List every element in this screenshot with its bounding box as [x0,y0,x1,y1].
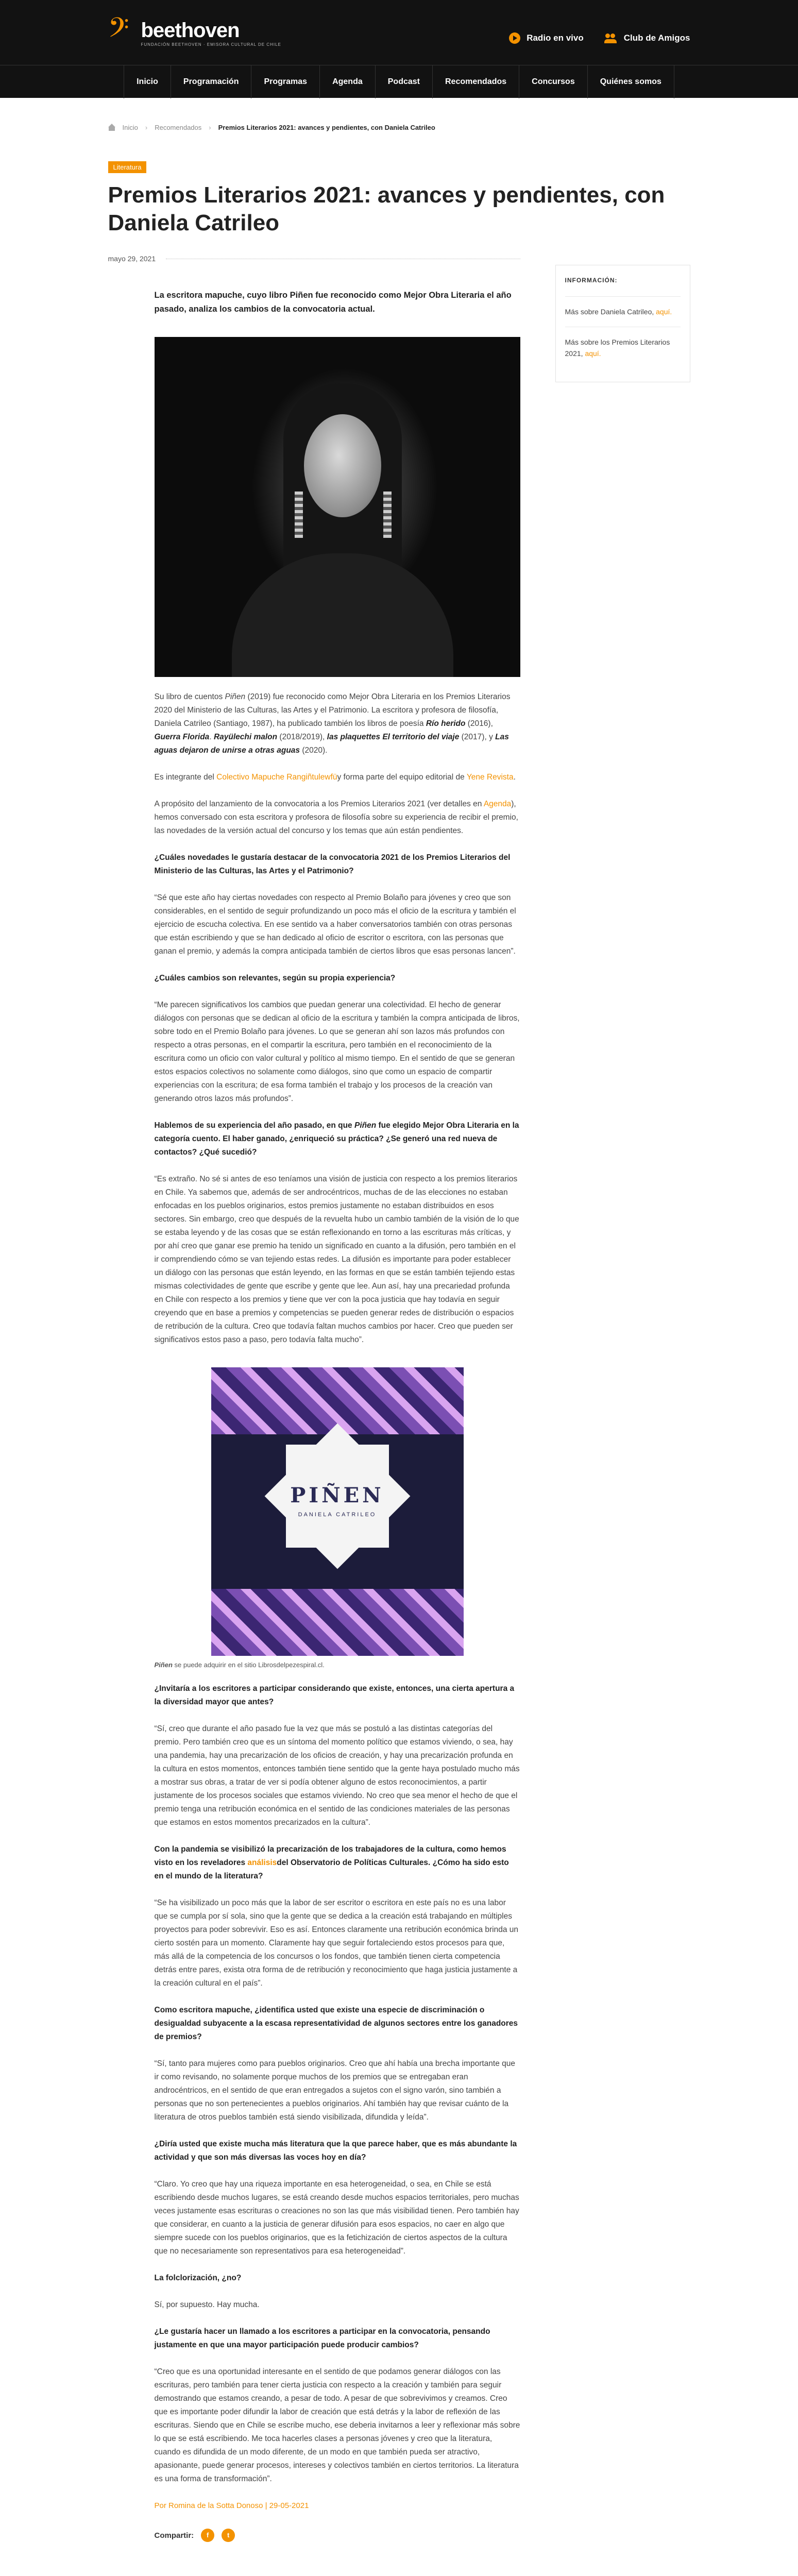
radio-live-label: Radio en vivo [527,33,584,43]
yene-revista-link[interactable]: Yene Revista [466,773,514,782]
book-title: Río herido [426,719,466,728]
book-title: Piñen [225,692,246,701]
breadcrumb [108,124,690,152]
earring-left [295,492,303,538]
main-nav [0,65,798,98]
answer: Sí, por supuesto. Hay mucha. [154,2300,260,2309]
nav-item-programas[interactable]: Programas [251,65,319,98]
text-fragment: Con la pandemia se visibilizó la precarización de los trabajadores de la cultura, como hemos visto en los reveladores [154,1845,506,1867]
twitter-icon[interactable]: t [222,2529,235,2542]
question: ¿Cuáles novedades le gustaría destacar de la convocatoria 2021 de los Premios Literarios del Ministerio de las Culturas, las Artes y el Patrimonio? [154,853,511,875]
text-fragment: . [209,733,214,741]
book-title: Piñen [354,1121,377,1130]
nav-item-inicio[interactable]: Inicio [124,65,171,98]
site-logo[interactable] [108,12,281,50]
question: ¿Diría usted que existe mucha más literatura que la que parece haber, que es más abundante la actividad y que son más diversas las voces hoy en día? [154,2140,517,2162]
byline[interactable]: Por Romina de la Sotta Donoso | 29-05-2021 [154,2501,309,2510]
answer: “Sé que este año hay ciertas novedades con respecto al Premio Bolaño para jóvenes y creo que son considerables, en el sentido de seguir profundizando un poco más el oficio de la escritura y también el ejercicio de escucha colectiva. En ese sentido va a haber conversatorios también con otras personas que están escribiendo y que se han dedicado al oficio de escritor o escritora, con las personas que ganan el premio, y además la compra anticipada también de ciertos libros que esas personas lancen”. [154,893,516,956]
text-fragment: Su libro de cuentos [154,692,225,701]
article-body [108,289,520,2563]
book-title: las plaquettes El territorio del viaje [327,733,460,741]
collective-link[interactable]: Colectivo Mapuche Rangiñtulewfü [216,773,337,782]
question: La folclorización, ¿no? [154,2274,242,2282]
category-tag[interactable]: Literatura [108,161,147,173]
logo-subtitle: FUNDACIÓN BEETHOVEN · EMISORA CULTURAL DE CHILE [141,42,281,47]
friends-club-link[interactable] [604,32,690,44]
breadcrumb-separator: › [145,124,148,131]
book-cover-image [211,1367,464,1656]
radio-live-link[interactable] [509,32,584,44]
text-fragment: (2020). [300,746,328,755]
nav-item-podcast[interactable]: Podcast [375,65,432,98]
bio-paragraph [155,690,520,757]
breadcrumb-home[interactable]: Inicio [122,124,138,131]
breadcrumb-current: Premios Literarios 2021: avances y pendientes, con Daniela Catrileo [218,124,435,131]
cover-author: DANIELA CATRILEO [298,1512,377,1518]
sidebar-link-aqui[interactable]: aquí. [656,308,672,316]
answer: “Claro. Yo creo que hay una riqueza importante en esa heterogeneidad, o sea, en Chile se está escribiendo desde muchos lugares, se está creando desde muchos espacios territoriales, pero muchas veces justamente esas escrituras o creaciones no son las que más visibilidad tienen. Pero también hay que considerar, en cuanto a la justicia de generar difusión para esos espacios, no caer en algo que siempre sucede con los pueblos originarios, que es la fetichización de ciertos aspectos de la cultura que no necesariamente son representativos para esa heterogeneidad”. [154,2180,519,2256]
friends-club-label: Club de Amigos [623,33,690,43]
text-fragment: fue elegido Mejor Obra Literaria en la categoría cuento. El haber ganado, ¿enriqueció su práctica? ¿Se generó una red nueva de contactos? ¿Qué sucedió? [154,1121,519,1157]
answer: “Me parecen significativos los cambios que puedan generar una colectividad. El hecho de generar diálogos con personas que se dedican al oficio de la escritura y también la compra anticipada de libros, sobre todo en el Premio Bolaño para jóvenes. Lo que se generan ahí son lazos más profundos con respecto a otras personas, en el compartir la escritura, pero también en el reconocimiento de la escritura como un oficio con valor cultural y político al mismo tiempo. En el sentido de que se generan estos espacios colectivos no solamente como diálogos, sino que como un espacio de compartir experiencias con la escritura; de esa forma también el trabajo y los procesos de la creación van generando otros lazos más profundos”. [154,1001,520,1103]
article-lead: La escritora mapuche, cuyo libro Piñen fue reconocido como Mejor Obra Literaria el año pasado, analiza los cambios de la convocatoria actual. [154,291,512,314]
earring-right [383,492,392,538]
cover-title: PIÑEN [290,1483,384,1507]
sidebar-link-catrileo[interactable] [565,296,681,327]
users-icon [604,32,618,44]
nav-item-recomendados[interactable]: Recomendados [432,65,519,98]
question [155,1119,520,1159]
photo-face [304,414,381,517]
sidebar-link-text: Más sobre Daniela Catrileo, [565,308,656,316]
sidebar-link-aqui[interactable]: aquí. [585,349,601,358]
question: ¿Invitaría a los escritores a participar considerando que existe, entonces, una cierta apertura a la diversidad mayor que antes? [154,1684,515,1706]
breadcrumb-section[interactable]: Recomendados [155,124,202,131]
logo-name: beethoven [141,19,240,42]
info-sidebar [555,265,690,382]
text-fragment: del Observatorio de Políticas Culturales. ¿Cómo ha sido esto en el mundo de la literatura? [154,1858,509,1880]
facebook-icon[interactable]: f [201,2529,214,2542]
answer: “Sí, creo que durante el año pasado fue la vez que más se postuló a las distintas categorías del premio. Pero también creo que es un síntoma del momento político que estamos viviendo, o sea, hay una pandemia, hay una precarización de los oficios de creación, y hay una precarización profunda en la cultura en estos momentos, entonces también tiene sentido que la gente haya postulado mucho más a mostrar sus obras, a tratar de ver si podía obtener alguno de estos reconocimientos, a partir justamente de los procesos sociales que estamos viviendo. No creo que sea menor el hecho de que el premio tenga una retribución económica en el sentido de las condiciones materiales de las personas que estamos en estos momentos precarizados en la cultura”. [154,1724,520,1827]
intro-paragraph [155,798,520,838]
author-photo [155,337,520,677]
breadcrumb-separator: › [209,124,211,131]
text-fragment: (2019) fue reconocido como Mejor Obra Literaria en los Premios Literarios 2020 del Ministerio de las Culturas, las Artes y el Patrimonio. La escritora y profesora de filosofía, Daniela Catrileo (Santiago, 1987), ha publicado también los libros de poesía [154,692,511,728]
share-label: Compartir: [154,2531,194,2540]
site-header [0,0,798,98]
cover-pattern-bottom [211,1589,464,1656]
photo-shoulder [232,553,453,677]
text-fragment: A propósito del lanzamiento de la convocatoria a los Premios Literarios 2021 (ver detalles en [154,800,484,808]
question: Como escritora mapuche, ¿identifica usted que existe una especie de discriminación o desigualdad subyacente a la escasa representatividad de algunos sectores entre los ganadores de premios? [154,2006,518,2041]
clef-logo-icon: 𝄢 [108,12,129,50]
date-row [108,255,520,263]
collective-paragraph [155,771,520,784]
text-fragment: (2018/2019), [277,733,327,741]
text-fragment: (2016), [465,719,493,728]
book-title: Rayülechi malon [213,733,278,741]
question: ¿Cuáles cambios son relevantes, según su propia experiencia? [154,974,396,982]
nav-item-quienes-somos[interactable]: Quiénes somos [587,65,674,98]
text-fragment: Hablemos de su experiencia del año pasado, en que [154,1121,354,1130]
play-icon [509,32,520,44]
book-title: Las aguas dejaron de unirse a otras aguas [154,733,509,755]
home-icon[interactable] [108,125,115,131]
caption-text: se puede adquirir en el sitio Librosdelpezespiral.cl. [172,1661,325,1669]
nav-item-programacion[interactable]: Programación [171,65,251,98]
answer: “Creo que es una oportunidad interesante en el sentido de que podamos generar diálogos con las escrituras, pero también para tener cierta justicia con respecto a la creación y también para seguir demostrando que estamos creando, a pesar de todo. A pesar de que sobrevivimos y creamos. Creo que es importante poder difundir la labor de creación que está detrás y la labor de reflexión de las escrituras. Siendo que en Chile se escribe mucho, ese deberia invitarnos a leer y reflexionar más sobre lo que se está escribiendo. Me toca hacerles clases a personas jóvenes y creo que la literatura, cuando es difundida de un modo diferente, de un modo en que también pueda ser atractivo, apasionante, puede generar procesos, intereses y colectivos también en ciertos territorios. La literatura es una forma de transformación”. [154,2367,520,2483]
text-fragment: ), hemos conversado con esta escritora y profesora de filosofía sobre su experiencia de recibir el premio, las novedades de la versión actual del concurso y los temas que aún están pendientes. [154,800,518,835]
text-fragment: (2017), y [459,733,496,741]
publish-date: mayo 29, 2021 [108,255,156,263]
question: ¿Le gustaría hacer un llamado a los escritores a participar en la convocatoria, pensando justamente en que una mayor participación puede producir cambios? [154,2327,490,2349]
analisis-link[interactable]: análisis [247,1858,277,1867]
text-fragment: Es integrante del [154,773,217,782]
text-fragment: y forma parte del equipo editorial de [337,773,467,782]
sidebar-link-premios[interactable] [565,327,681,368]
sidebar-title: INFORMACIÓN: [565,277,618,284]
sidebar-link-text: Más sobre los Premios Literarios 2021, [565,338,670,358]
book-title: Guerra Florida [154,733,210,741]
share-bar [155,2529,520,2542]
answer: “Se ha visibilizado un poco más que la labor de ser escritor o escritora en este país no es una labor que se cumpla por sí sola, sino que la gente que se dedica a la creación está trabajando en múltiples proyectos para poder sobrevivir. Eso es así. Entonces claramente una retribución económica brinda un cierto sostén para un momento. Claramente hay que seguir fortaleciendo estos procesos para que, más allá de la competencia de los concursos o los fondos, que también tienen cierta competencia detrás entre pares, exista otra forma de de retribución y reconocimiento que haga justicia justamente a la creación cultural en el país”. [154,1899,518,1988]
agenda-link[interactable]: Agenda [483,800,512,808]
page-title: Premios Literarios 2021: avances y pendientes, con Daniela Catrileo [108,182,665,235]
nav-item-concursos[interactable]: Concursos [519,65,587,98]
caption-title: Piñen [154,1661,173,1669]
nav-item-agenda[interactable]: Agenda [319,65,375,98]
text-fragment: . [513,773,516,782]
answer: “Es extraño. No sé si antes de eso teníamos una visión de justicia con respecto a los premios literarios en Chile. Ya sabemos que, además de ser androcéntricos, muchas de de las elecciones no estaban enfocadas en los pueblos originarios, estos premios justamente no estaban distribuidos en esos sectores. Sin embargo, creo que después de la revuelta hubo un cambio también de la visión de lo que se estaba leyendo y de las cosas que se están reflexionando en torno a las escrituras más críticas, y por ahí creo que ganar ese premio ha tenido un significado en cuanto a la difusión, pero también en el ir comprendiendo cómo se van tejiendo estas redes. La difusión es importante para poder establecer un diálogo con las personas que están leyendo, en las formas en que se están también tejiendo estas mismas colectividades de gente que escribe y gente que lee. Aun así, hay una precariedad profunda en Chile con respecto a los premios y tiene que ver con la poca justicia que hay todavía en seguir creyendo que en base a premios y competencias se pueden generar redes de distribución o espacios de retribución de la cultura. Creo que todavía faltan muchos cambios por hacer. Creo que pueden ser significativos estos paso a paso, pero todavía falta mucho”. [154,1175,519,1344]
question [155,1843,520,1883]
image-caption [155,1661,520,1669]
answer: “Sí, tanto para mujeres como para pueblos originarios. Creo que ahí había una brecha importante que ir como revisando, no solamente porque muchos de los premios que se entregaban eran androcéntricos, en el sentido de que eran entregados a sujetos con el signo varón, sino también a personas que no son pertenecientes a pueblos originarios. Ahí también hay que revisar cuánto de la literatura de otros pueblos también está siendo visibilizada, difundida y leída”. [154,2059,516,2122]
